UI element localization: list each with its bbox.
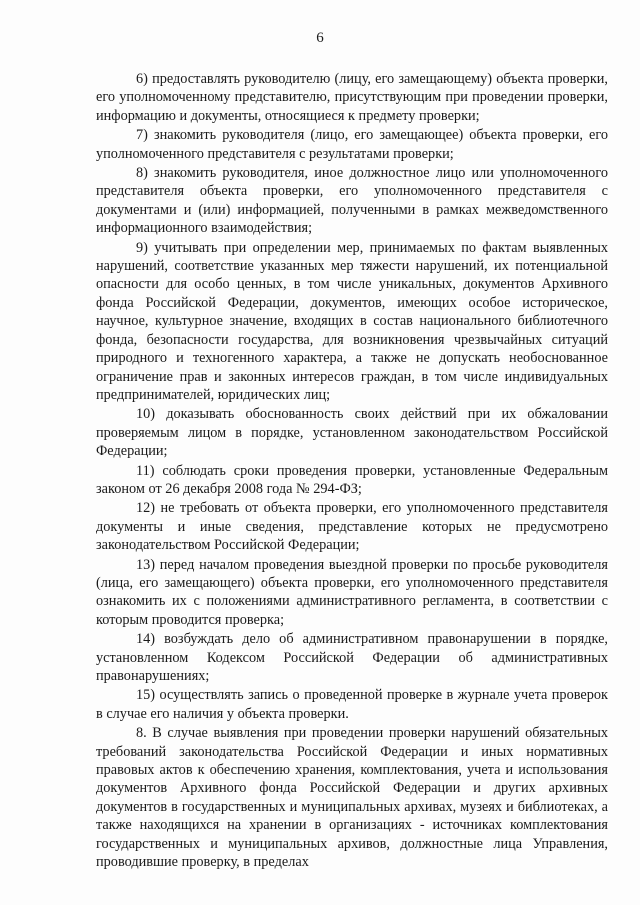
paragraph-item-8: 8) знакомить руководителя, иное должностное лицо или уполномоченного представителя объекта проверки, его уполномоченного представителя с документами и (или) информацией, полученными в рамках межведомственного информационного взаимодействия; (96, 165, 608, 237)
section-8-paragraph: 8. В случае выявления при проведении проверки нарушений обязательных требований законодательства Российской Федерации и иных нормативных правовых актов к обеспечению хранения, комплектования, учета и использования документов Архивного фонда Российской Федерации и других архивных документов в государственных и муниципальных архивах, музеях и библиотеках, а также находящихся на хранении в организациях - источниках комплектования государственных и муниципальных архивов, должностные лица Управления, проводившие проверку, в пределах (96, 725, 608, 871)
paragraph-item-10: 10) доказывать обоснованность своих действий при их обжаловании проверяемым лицом в порядке, установленном законодательством Российской Федерации; (96, 406, 608, 460)
paragraph-item-11: 11) соблюдать сроки проведения проверки, установленные Федеральным законом от 26 декабря 2008 года № 294-ФЗ; (96, 462, 608, 497)
page-number: 6 (316, 30, 324, 46)
paragraph-item-15: 15) осуществлять запись о проведенной проверке в журнале учета проверок в случае его наличия у объекта проверки. (96, 687, 608, 722)
paragraph-item-7: 7) знакомить руководителя (лицо, его замещающее) объекта проверки, его уполномоченного представителя с результатами проверки; (96, 127, 608, 162)
paragraph-item-6: 6) предоставлять руководителю (лицу, его замещающему) объекта проверки, его уполномоченному представителю, присутствующим при проведении проверки, информацию и документы, относящиеся к предмету проверки; (96, 71, 608, 124)
paragraph-item-12: 12) не требовать от объекта проверки, его уполномоченного представителя документы и иные сведения, представление которых не предусмотрено законодательством Российской Федерации; (96, 500, 608, 554)
paragraph-item-9: 9) учитывать при определении мер, принимаемых по фактам выявленных нарушений, соответствие указанных мер тяжести нарушений, их потенциальной опасности для особо ценных, в том числе уникальных, документов Архивного фонда Российской Федерации, документов, имеющих особое историческое, научное, культурное значение, входящих в состав национального библиотечного фонда, безопасности государства, для возникновения чрезвычайных ситуаций природного и техногенного характера, а также не допускать необоснованное ограничение прав и законных интересов граждан, в том числе индивидуальных предпринимателей, юридических лиц; (96, 239, 608, 403)
paragraph-item-14: 14) возбуждать дело об административном правонарушении в порядке, установленном Кодексом Российской Федерации об административных правонарушениях; (96, 631, 608, 684)
paragraph-item-13: 13) перед началом проведения выездной проверки по просьбе руководителя (лица, его замещающего) объекта проверки, его уполномоченного представителя ознакомить их с положениями административного регламента, в соответствии с которым проводится проверка; (96, 556, 608, 628)
page-body (96, 70, 608, 871)
